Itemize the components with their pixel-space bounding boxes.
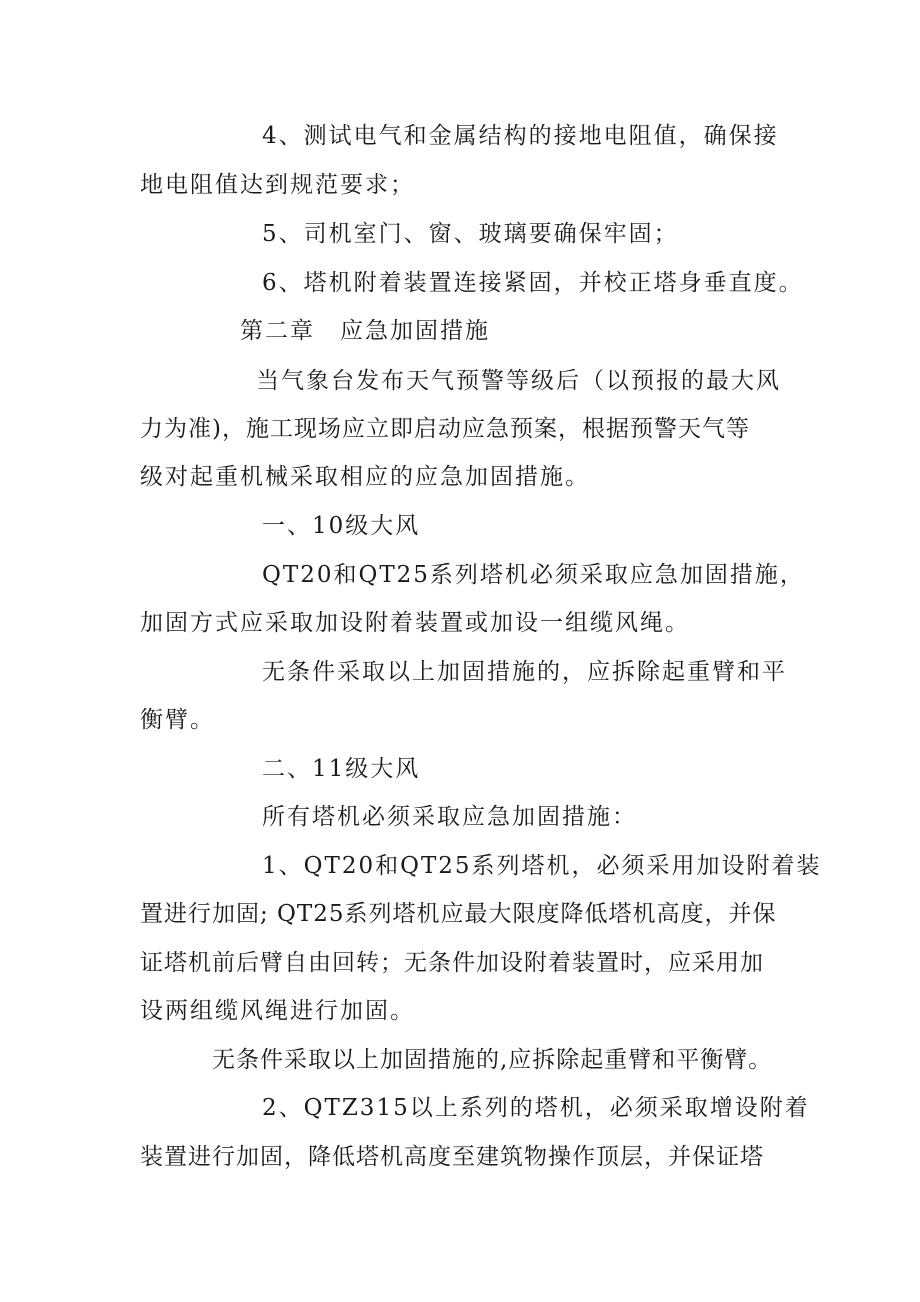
paragraph-line: 装置进行加固，降低塔机高度至建筑物操作顶层，并保证塔 — [140, 1144, 764, 1170]
paragraph-line: 级对起重机械采取相应的应急加固措施。 — [140, 464, 590, 490]
paragraph-line: 证塔机前后臂自由回转；无条件加设附着装置时，应采用加 — [140, 950, 764, 976]
paragraph-line: 置进行加固; QT25系列塔机应最大限度降低塔机高度，并保 — [140, 901, 777, 927]
paragraph-line: 4、测试电气和金属结构的接地电阻值，确保接 — [262, 123, 779, 149]
paragraph-line: 地电阻值达到规范要求； — [140, 172, 415, 198]
paragraph-line: 衡臂。 — [140, 707, 215, 733]
paragraph-line: 2、QTZ315以上系列的塔机，必须采取增设附着 — [262, 1095, 810, 1121]
paragraph-line: 力为准)，施工现场应立即启动应急预案，根据预警天气等 — [140, 416, 750, 442]
section-heading: 二、11级大风 — [262, 756, 421, 782]
paragraph-line: 无条件采取以上加固措施的,应拆除起重臂和平衡臂。 — [212, 1047, 773, 1073]
section-heading: 一、10级大风 — [262, 513, 421, 539]
paragraph-line: 所有塔机必须采取应急加固措施： — [262, 804, 637, 830]
paragraph-line: 加固方式应采取加设附着装置或加设一组缆风绳。 — [140, 610, 690, 636]
paragraph-line: 当气象台发布天气预警等级后（以预报的最大风 — [256, 368, 781, 394]
paragraph-line: QT20和QT25系列塔机必须采取应急加固措施， — [262, 562, 805, 588]
paragraph-line: 设两组缆风绳进行加固。 — [140, 998, 415, 1024]
paragraph-line: 1、QT20和QT25系列塔机，必须采用加设附着装 — [262, 853, 822, 879]
chapter-heading: 第二章 应急加固措施 — [240, 318, 490, 344]
paragraph-line: 6、塔机附着装置连接紧固，并校正塔身垂直度。 — [262, 270, 804, 296]
paragraph-line: 无条件采取以上加固措施的，应拆除起重臂和平 — [262, 659, 787, 685]
paragraph-line: 5、司机室门、窗、玻璃要确保牢固； — [262, 221, 679, 247]
